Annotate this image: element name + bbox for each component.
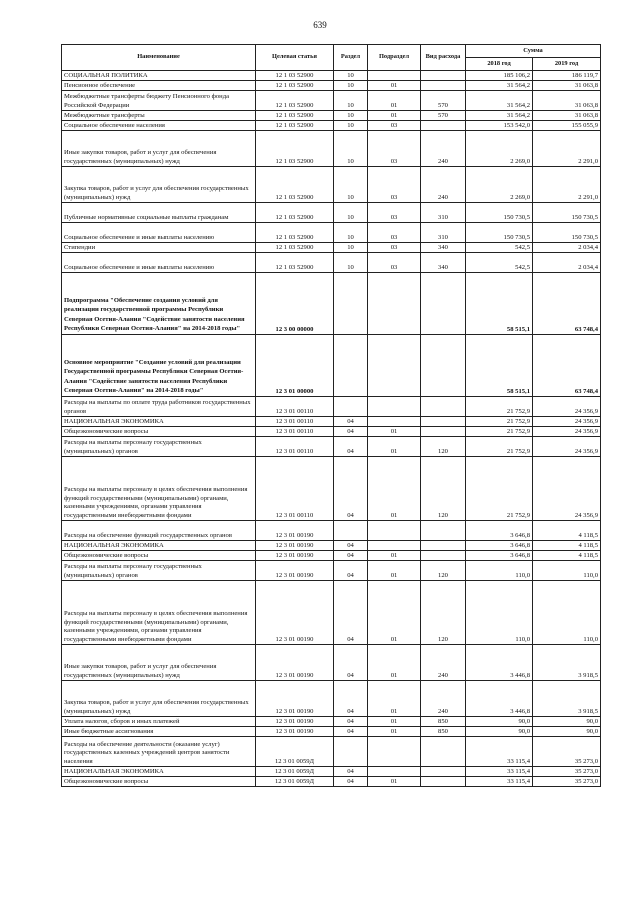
row-section: 10 [334,167,368,203]
row-sum-2019: 63 748,4 [533,273,601,335]
row-subsection [368,273,421,335]
row-sum-2019: 110,0 [533,581,601,645]
row-subsection [368,397,421,417]
row-subsection: 01 [368,645,421,681]
row-name: Социальное обеспечение населения [62,121,256,131]
row-sum-2018: 542,5 [466,253,533,273]
row-subsection [368,521,421,541]
row-name: НАЦИОНАЛЬНАЯ ЭКОНОМИКА [62,417,256,427]
row-code: 12 3 01 00110 [256,427,334,437]
row-section: 10 [334,71,368,81]
row-sum-2018: 150 730,5 [466,223,533,243]
row-section: 10 [334,243,368,253]
row-name: Общеэкономические вопросы [62,427,256,437]
row-section: 04 [334,551,368,561]
row-vid [421,335,466,397]
row-sum-2018: 33 115,4 [466,777,533,787]
row-code: 12 1 03 52900 [256,71,334,81]
row-code: 12 3 01 00190 [256,727,334,737]
row-sum-2018: 110,0 [466,581,533,645]
row-section: 04 [334,427,368,437]
row-name: Закупка товаров, работ и услуг для обеспечения государственных (муниципальных) нужд [62,167,256,203]
row-name: Расходы на выплаты по оплате труда работников государственных органов [62,397,256,417]
row-vid [421,767,466,777]
row-subsection: 01 [368,581,421,645]
row-subsection: 01 [368,91,421,111]
row-name: Стипендии [62,243,256,253]
table-row [62,727,601,737]
row-subsection [368,737,421,767]
row-section: 04 [334,727,368,737]
row-name: Общеэкономические вопросы [62,551,256,561]
header-2018: 2018 год [466,58,533,71]
row-vid [421,71,466,81]
row-code: 12 3 01 00110 [256,397,334,417]
row-code: 12 3 01 00110 [256,437,334,457]
row-section: 04 [334,457,368,521]
row-vid: 240 [421,645,466,681]
row-name: Социальное обеспечение и иные выплаты населению [62,253,256,273]
row-vid [421,541,466,551]
row-sum-2019: 4 118,5 [533,521,601,541]
row-sum-2018: 21 752,9 [466,457,533,521]
table-row [62,427,601,437]
table-row [62,131,601,167]
row-section [334,397,368,417]
row-section: 04 [334,645,368,681]
row-vid [421,397,466,417]
row-section [334,521,368,541]
row-vid [421,551,466,561]
page-number: 639 [313,20,327,30]
row-code: 12 3 01 0059Д [256,767,334,777]
table-row [62,71,601,81]
row-code: 12 3 01 00190 [256,681,334,717]
table-row [62,223,601,243]
row-code: 12 1 03 52900 [256,223,334,243]
table-row [62,581,601,645]
row-sum-2019: 2 291,0 [533,167,601,203]
table-row [62,335,601,397]
row-section: 10 [334,253,368,273]
row-subsection [368,767,421,777]
row-sum-2019: 35 273,0 [533,777,601,787]
row-name: Межбюджетные трансферты [62,111,256,121]
table-row [62,737,601,767]
row-sum-2019: 150 730,5 [533,203,601,223]
row-vid: 570 [421,111,466,121]
row-subsection [368,541,421,551]
row-sum-2018: 3 446,8 [466,681,533,717]
row-code: 12 3 00 00000 [256,273,334,335]
table-row [62,417,601,427]
row-code: 12 1 03 52900 [256,111,334,121]
row-sum-2019: 110,0 [533,561,601,581]
row-name: Иные закупки товаров, работ и услуг для обеспечения государственных (муниципальных) нужд [62,131,256,167]
row-code: 12 3 01 00190 [256,561,334,581]
table-row [62,681,601,717]
row-sum-2018: 21 752,9 [466,417,533,427]
row-code: 12 3 01 0059Д [256,777,334,787]
row-vid [421,121,466,131]
row-vid: 850 [421,727,466,737]
row-sum-2019: 35 273,0 [533,767,601,777]
row-section: 10 [334,111,368,121]
row-name: Пенсионное обеспечение [62,81,256,91]
row-sum-2019: 2 291,0 [533,131,601,167]
row-sum-2018: 153 542,0 [466,121,533,131]
row-subsection: 01 [368,111,421,121]
row-section [334,335,368,397]
row-section: 04 [334,777,368,787]
row-section: 04 [334,561,368,581]
row-vid: 120 [421,437,466,457]
row-vid [421,273,466,335]
row-section: 04 [334,541,368,551]
row-sum-2019: 155 055,9 [533,121,601,131]
row-name: Расходы на обеспечение функций государственных органов [62,521,256,541]
row-sum-2019: 90,0 [533,727,601,737]
row-sum-2018: 21 752,9 [466,437,533,457]
row-subsection: 01 [368,81,421,91]
row-code: 12 3 01 00190 [256,521,334,541]
row-subsection: 03 [368,203,421,223]
row-sum-2019: 24 356,9 [533,457,601,521]
row-section [334,273,368,335]
row-subsection: 01 [368,457,421,521]
row-code: 12 1 03 52900 [256,121,334,131]
row-vid: 340 [421,243,466,253]
row-subsection: 01 [368,551,421,561]
row-vid [421,427,466,437]
header-sum: Сумма [466,45,601,58]
row-vid: 340 [421,253,466,273]
row-section: 10 [334,131,368,167]
row-sum-2019: 3 918,5 [533,645,601,681]
row-subsection: 01 [368,427,421,437]
row-subsection: 01 [368,727,421,737]
row-section: 04 [334,717,368,727]
row-sum-2018: 3 446,8 [466,645,533,681]
row-sum-2019: 31 063,8 [533,111,601,121]
table-row [62,767,601,777]
row-name: Иные бюджетные ассигнования [62,727,256,737]
table-row [62,273,601,335]
table-row [62,437,601,457]
row-subsection: 03 [368,167,421,203]
row-vid [421,521,466,541]
table-row [62,243,601,253]
row-section [334,737,368,767]
table-row [62,91,601,111]
table-row [62,253,601,273]
row-section: 04 [334,767,368,777]
row-name: Расходы на выплаты персоналу в целях обеспечения выполнения функций государственными (муниципальными) органами, казенными учреждениями, органами управления государственными внебюджетными фондами [62,457,256,521]
row-sum-2018: 21 752,9 [466,427,533,437]
row-code: 12 1 03 52900 [256,243,334,253]
row-sum-2018: 150 730,5 [466,203,533,223]
row-vid [421,777,466,787]
row-sum-2018: 21 752,9 [466,397,533,417]
row-sum-2018: 33 115,4 [466,767,533,777]
row-name: Закупка товаров, работ и услуг для обеспечения государственных (муниципальных) нужд [62,681,256,717]
row-section: 04 [334,417,368,427]
row-code: 12 3 01 00190 [256,541,334,551]
row-sum-2018: 3 646,8 [466,541,533,551]
row-name: Расходы на выплаты персоналу в целях обеспечения выполнения функций государственными (муниципальными) органами, казенными учреждениями, органами управления государственными внебюджетными фондами [62,581,256,645]
table-row [62,121,601,131]
header-vid: Вид расхода [421,45,466,71]
row-vid: 240 [421,681,466,717]
row-code: 12 3 01 00190 [256,581,334,645]
table-row [62,777,601,787]
row-sum-2019: 2 034,4 [533,243,601,253]
row-sum-2019: 24 356,9 [533,397,601,417]
row-code: 12 1 03 52900 [256,81,334,91]
header-code: Целевая статья [256,45,334,71]
table-row [62,717,601,727]
row-sum-2018: 90,0 [466,727,533,737]
row-code: 12 3 01 0059Д [256,737,334,767]
row-sum-2018: 542,5 [466,243,533,253]
row-vid: 120 [421,581,466,645]
row-sum-2019: 24 356,9 [533,427,601,437]
row-subsection [368,71,421,81]
table-row [62,457,601,521]
header-name: Наименование [62,45,256,71]
row-sum-2018: 58 515,1 [466,335,533,397]
row-sum-2019: 24 356,9 [533,417,601,427]
table-row [62,645,601,681]
row-vid [421,737,466,767]
row-subsection: 03 [368,121,421,131]
row-vid: 310 [421,203,466,223]
row-name: Общеэкономические вопросы [62,777,256,787]
row-sum-2018: 31 564,2 [466,111,533,121]
row-sum-2019: 31 063,8 [533,81,601,91]
row-sum-2018: 2 269,0 [466,167,533,203]
table-row [62,167,601,203]
row-vid: 120 [421,457,466,521]
row-sum-2018: 58 515,1 [466,273,533,335]
row-code: 12 1 03 52900 [256,253,334,273]
row-name: Расходы на выплаты персоналу государственных (муниципальных) органов [62,561,256,581]
row-code: 12 3 01 00190 [256,717,334,727]
header-section: Раздел [334,45,368,71]
row-code: 12 3 01 00190 [256,551,334,561]
row-subsection [368,417,421,427]
row-sum-2019: 63 748,4 [533,335,601,397]
row-name: Иные закупки товаров, работ и услуг для обеспечения государственных (муниципальных) нужд [62,645,256,681]
row-section: 10 [334,223,368,243]
table-row [62,561,601,581]
header-2019: 2019 год [533,58,601,71]
row-sum-2019: 186 119,7 [533,71,601,81]
row-vid: 240 [421,131,466,167]
row-name: Межбюджетные трансферты бюджету Пенсионного фонда Российской Федерации [62,91,256,111]
row-sum-2018: 31 564,2 [466,91,533,111]
row-subsection: 01 [368,561,421,581]
row-vid: 850 [421,717,466,727]
row-subsection: 03 [368,253,421,273]
row-code: 12 1 03 52900 [256,167,334,203]
row-vid [421,417,466,427]
row-sum-2019: 24 356,9 [533,437,601,457]
row-sum-2018: 90,0 [466,717,533,727]
row-code: 12 1 03 52900 [256,91,334,111]
row-sum-2018: 185 106,2 [466,71,533,81]
row-sum-2019: 4 118,5 [533,541,601,551]
table-row [62,203,601,223]
row-sum-2018: 31 564,2 [466,81,533,91]
header-subsection: Подраздел [368,45,421,71]
row-subsection: 03 [368,223,421,243]
row-sum-2018: 33 115,4 [466,737,533,767]
table-row [62,397,601,417]
row-vid: 570 [421,91,466,111]
row-name: Уплата налогов, сборов и иных платежей [62,717,256,727]
row-sum-2018: 3 646,8 [466,551,533,561]
row-section: 04 [334,681,368,717]
row-name: НАЦИОНАЛЬНАЯ ЭКОНОМИКА [62,767,256,777]
row-subsection: 01 [368,437,421,457]
row-sum-2019: 2 034,4 [533,253,601,273]
row-name: Социальное обеспечение и иные выплаты населению [62,223,256,243]
row-name: НАЦИОНАЛЬНАЯ ЭКОНОМИКА [62,541,256,551]
row-name: Расходы на обеспечение деятельности (оказание услуг) государственных казенных учреждений центров занятости населения [62,737,256,767]
row-section: 04 [334,437,368,457]
row-name: Публичные нормативные социальные выплаты гражданам [62,203,256,223]
row-name: Основное мероприятие "Создание условий для реализации Государственной программы Республики Северная Осетия-Алания "Содействие занятости населения Республики Северная Осетия-Алания" на 2014-2018 годы" [62,335,256,397]
table-row [62,541,601,551]
row-sum-2019: 90,0 [533,717,601,727]
row-sum-2018: 2 269,0 [466,131,533,167]
row-subsection: 01 [368,681,421,717]
row-vid: 120 [421,561,466,581]
row-code: 12 1 03 52900 [256,131,334,167]
row-subsection: 03 [368,243,421,253]
row-sum-2019: 150 730,5 [533,223,601,243]
row-section: 04 [334,581,368,645]
table-row [62,111,601,121]
row-vid: 310 [421,223,466,243]
table-row [62,521,601,541]
row-sum-2018: 3 646,8 [466,521,533,541]
row-name: СОЦИАЛЬНАЯ ПОЛИТИКА [62,71,256,81]
row-section: 10 [334,91,368,111]
row-subsection [368,335,421,397]
row-code: 12 3 01 00000 [256,335,334,397]
row-code: 12 3 01 00190 [256,645,334,681]
table-row [62,551,601,561]
row-sum-2019: 35 273,0 [533,737,601,767]
row-vid [421,81,466,91]
row-sum-2019: 4 118,5 [533,551,601,561]
row-name: Подпрограмма "Обеспечение создания условий для реализации государственной программы Республики Северная Осетия-Алания "Содействие занятости населения Республики Северная Осетия-Алания" на 2014-2018 годы" [62,273,256,335]
row-name: Расходы на выплаты персоналу государственных (муниципальных) органов [62,437,256,457]
row-code: 12 3 01 00110 [256,457,334,521]
row-section: 10 [334,203,368,223]
row-vid: 240 [421,167,466,203]
row-sum-2019: 3 918,5 [533,681,601,717]
row-code: 12 1 03 52900 [256,203,334,223]
row-subsection: 03 [368,131,421,167]
row-section: 10 [334,81,368,91]
row-sum-2018: 110,0 [466,561,533,581]
row-subsection: 01 [368,777,421,787]
row-subsection: 01 [368,717,421,727]
row-code: 12 3 01 00110 [256,417,334,427]
budget-table [61,44,601,787]
table-row [62,81,601,91]
row-section: 10 [334,121,368,131]
row-sum-2019: 31 063,8 [533,91,601,111]
